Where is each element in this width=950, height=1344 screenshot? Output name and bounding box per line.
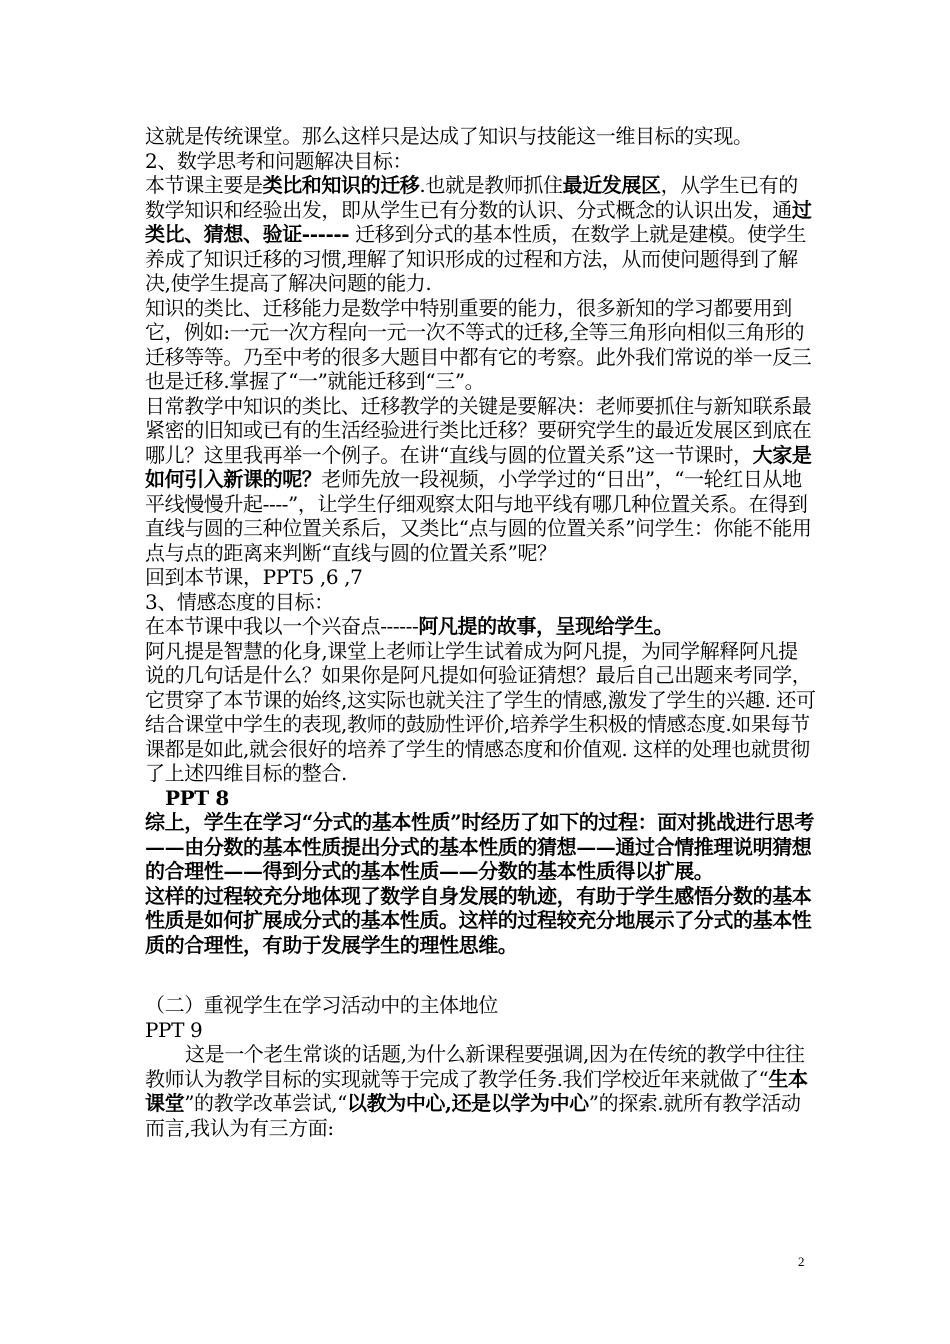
paragraph xyxy=(145,565,817,590)
blank-line xyxy=(145,957,817,993)
paragraph xyxy=(145,810,817,884)
paragraph xyxy=(145,590,817,615)
paragraph xyxy=(145,884,817,958)
text-run: ”的教学改革尝试,“ xyxy=(184,1091,348,1115)
text-run: .也就是教师抓住 xyxy=(419,173,563,197)
paragraph xyxy=(145,1018,817,1043)
text-run: PPT 9 xyxy=(145,1017,203,1042)
bold-text-run: 过类比、猜想、验证------ xyxy=(145,197,812,246)
bold-text-run: 阿凡提的故事，呈现给学生。 xyxy=(418,614,674,638)
bold-text-run: 以教为中心,还是以学为中心 xyxy=(347,1091,589,1115)
text-run: ”的探索.就所有教学活动而言,我认为有三方面: xyxy=(145,1091,801,1140)
text-run: 老师先放一段视频，小学学过的“日出”，“一轮红日从地平线慢慢升起----”，让学生仔细观察太阳与地平线有哪几种位置关系。在得到直线与圆的三种位置关系后，又类比“点与圆的位置关系”问学生：你能不能用点与点的距离来判断“直线与圆的位置关系”呢？ xyxy=(145,467,812,565)
text-run: 这就是传统课堂。那么这样只是达成了知识与技能这一维目标的实现。 xyxy=(145,124,753,148)
paragraph xyxy=(145,173,817,296)
text-run: 3、情感态度的目标： xyxy=(145,589,334,614)
text-run: 迁移到分式的基本性质，在数学上就是建模。使学生养成了知识迁移的习惯,理解了知识形成的过程和方法，从而使问题得到了解决,使学生提高了解决问题的能力. xyxy=(145,222,806,295)
text-run: 本节课主要是 xyxy=(145,173,263,197)
paragraph xyxy=(145,296,817,394)
paragraph xyxy=(145,639,817,786)
page-number: 2 xyxy=(798,1254,805,1269)
text-run: 在本节课中我以一个兴奋点------ xyxy=(145,614,419,638)
text-run: 这样的过程较充分地体现了数学自身发展的轨迹，有助于学生感悟分数的基本性质是如何扩展成分式的基本性质。这样的过程较充分地展示了分式的基本性质的合理性，有助于发展学生的理性思维。 xyxy=(145,883,812,957)
paragraph xyxy=(145,394,817,566)
text-run: ，从学生已有的数学知识和经验出发，即从学生已有分数的认识、分式概念的认识出发，通 xyxy=(145,173,798,222)
bold-text-run: 最近发展区 xyxy=(562,173,661,197)
bold-text-run: 类比和知识的迁移 xyxy=(262,173,420,197)
paragraph xyxy=(145,786,817,811)
paragraph xyxy=(145,124,817,149)
text-run: 这是一个老生常谈的话题,为什么新课程要强调,因为在传统的教学中往往教师认为教学目标的实现就等于完成了教学任务.我们学校近年来就做了“ xyxy=(145,1042,805,1091)
paragraph xyxy=(145,149,817,174)
text-run: （二）重视学生在学习活动中的主体地位 xyxy=(145,993,498,1017)
paragraph xyxy=(145,1042,817,1140)
paragraph xyxy=(145,614,817,639)
paragraph xyxy=(145,993,817,1018)
text-run: PPT 8 xyxy=(165,785,229,810)
bold-text-run: 大家是如何引入新课的呢？ xyxy=(145,442,812,491)
bold-text-run: 生本课堂 xyxy=(145,1066,808,1115)
text-run: 日常教学中知识的类比、迁移教学的关键是要解决：老师要抓住与新知联系最紧密的旧知或已有的生活经验进行类比迁移？要研究学生的最近发展区到底在哪儿？这里我再举一个例子。在讲“直线与圆的位置关系”这一节课时， xyxy=(145,393,812,467)
text-run: 阿凡提是智慧的化身,课堂上老师让学生试着成为阿凡提，为同学解释阿凡提说的几句话是什么？如果你是阿凡提如何验证猜想？最后自己出题来考同学，它贯穿了本节课的始终,这实际也就关注了学生的情感,激发了学生的兴趣. 还可结合课堂中学生的表现,教师的鼓励性评价,培养学生积极的情感态度.如果每节课都是如此,就会很好的培养了学生的情感态度和价值观. 这样的处理也就贯彻了上述四维目标的整合. xyxy=(145,638,816,785)
text-run: 综上，学生在学习“分式的基本性质”时经历了如下的过程：面对挑战进行思考——由分数的基本性质提出分式的基本性质的猜想——通过合情推理说明猜想的合理性——得到分式的基本性质——分数的基本性质得以扩展。 xyxy=(145,810,815,883)
text-run: 2、数学思考和问题解决目标： xyxy=(145,148,413,173)
text-run: 回到本节课，PPT5 ,6 ,7 xyxy=(145,565,363,589)
page-body xyxy=(145,124,817,1140)
text-run: 知识的类比、迁移能力是数学中特别重要的能力，很多新知的学习都要用到它，例如:一元一次方程向一元一次不等式的迁移,全等三角形向相似三角形的迁移等等。乃至中考的很多大题目中都有它的考察。此外我们常说的举一反三也是迁移.掌握了“一”就能迁移到“三”。 xyxy=(145,295,812,393)
